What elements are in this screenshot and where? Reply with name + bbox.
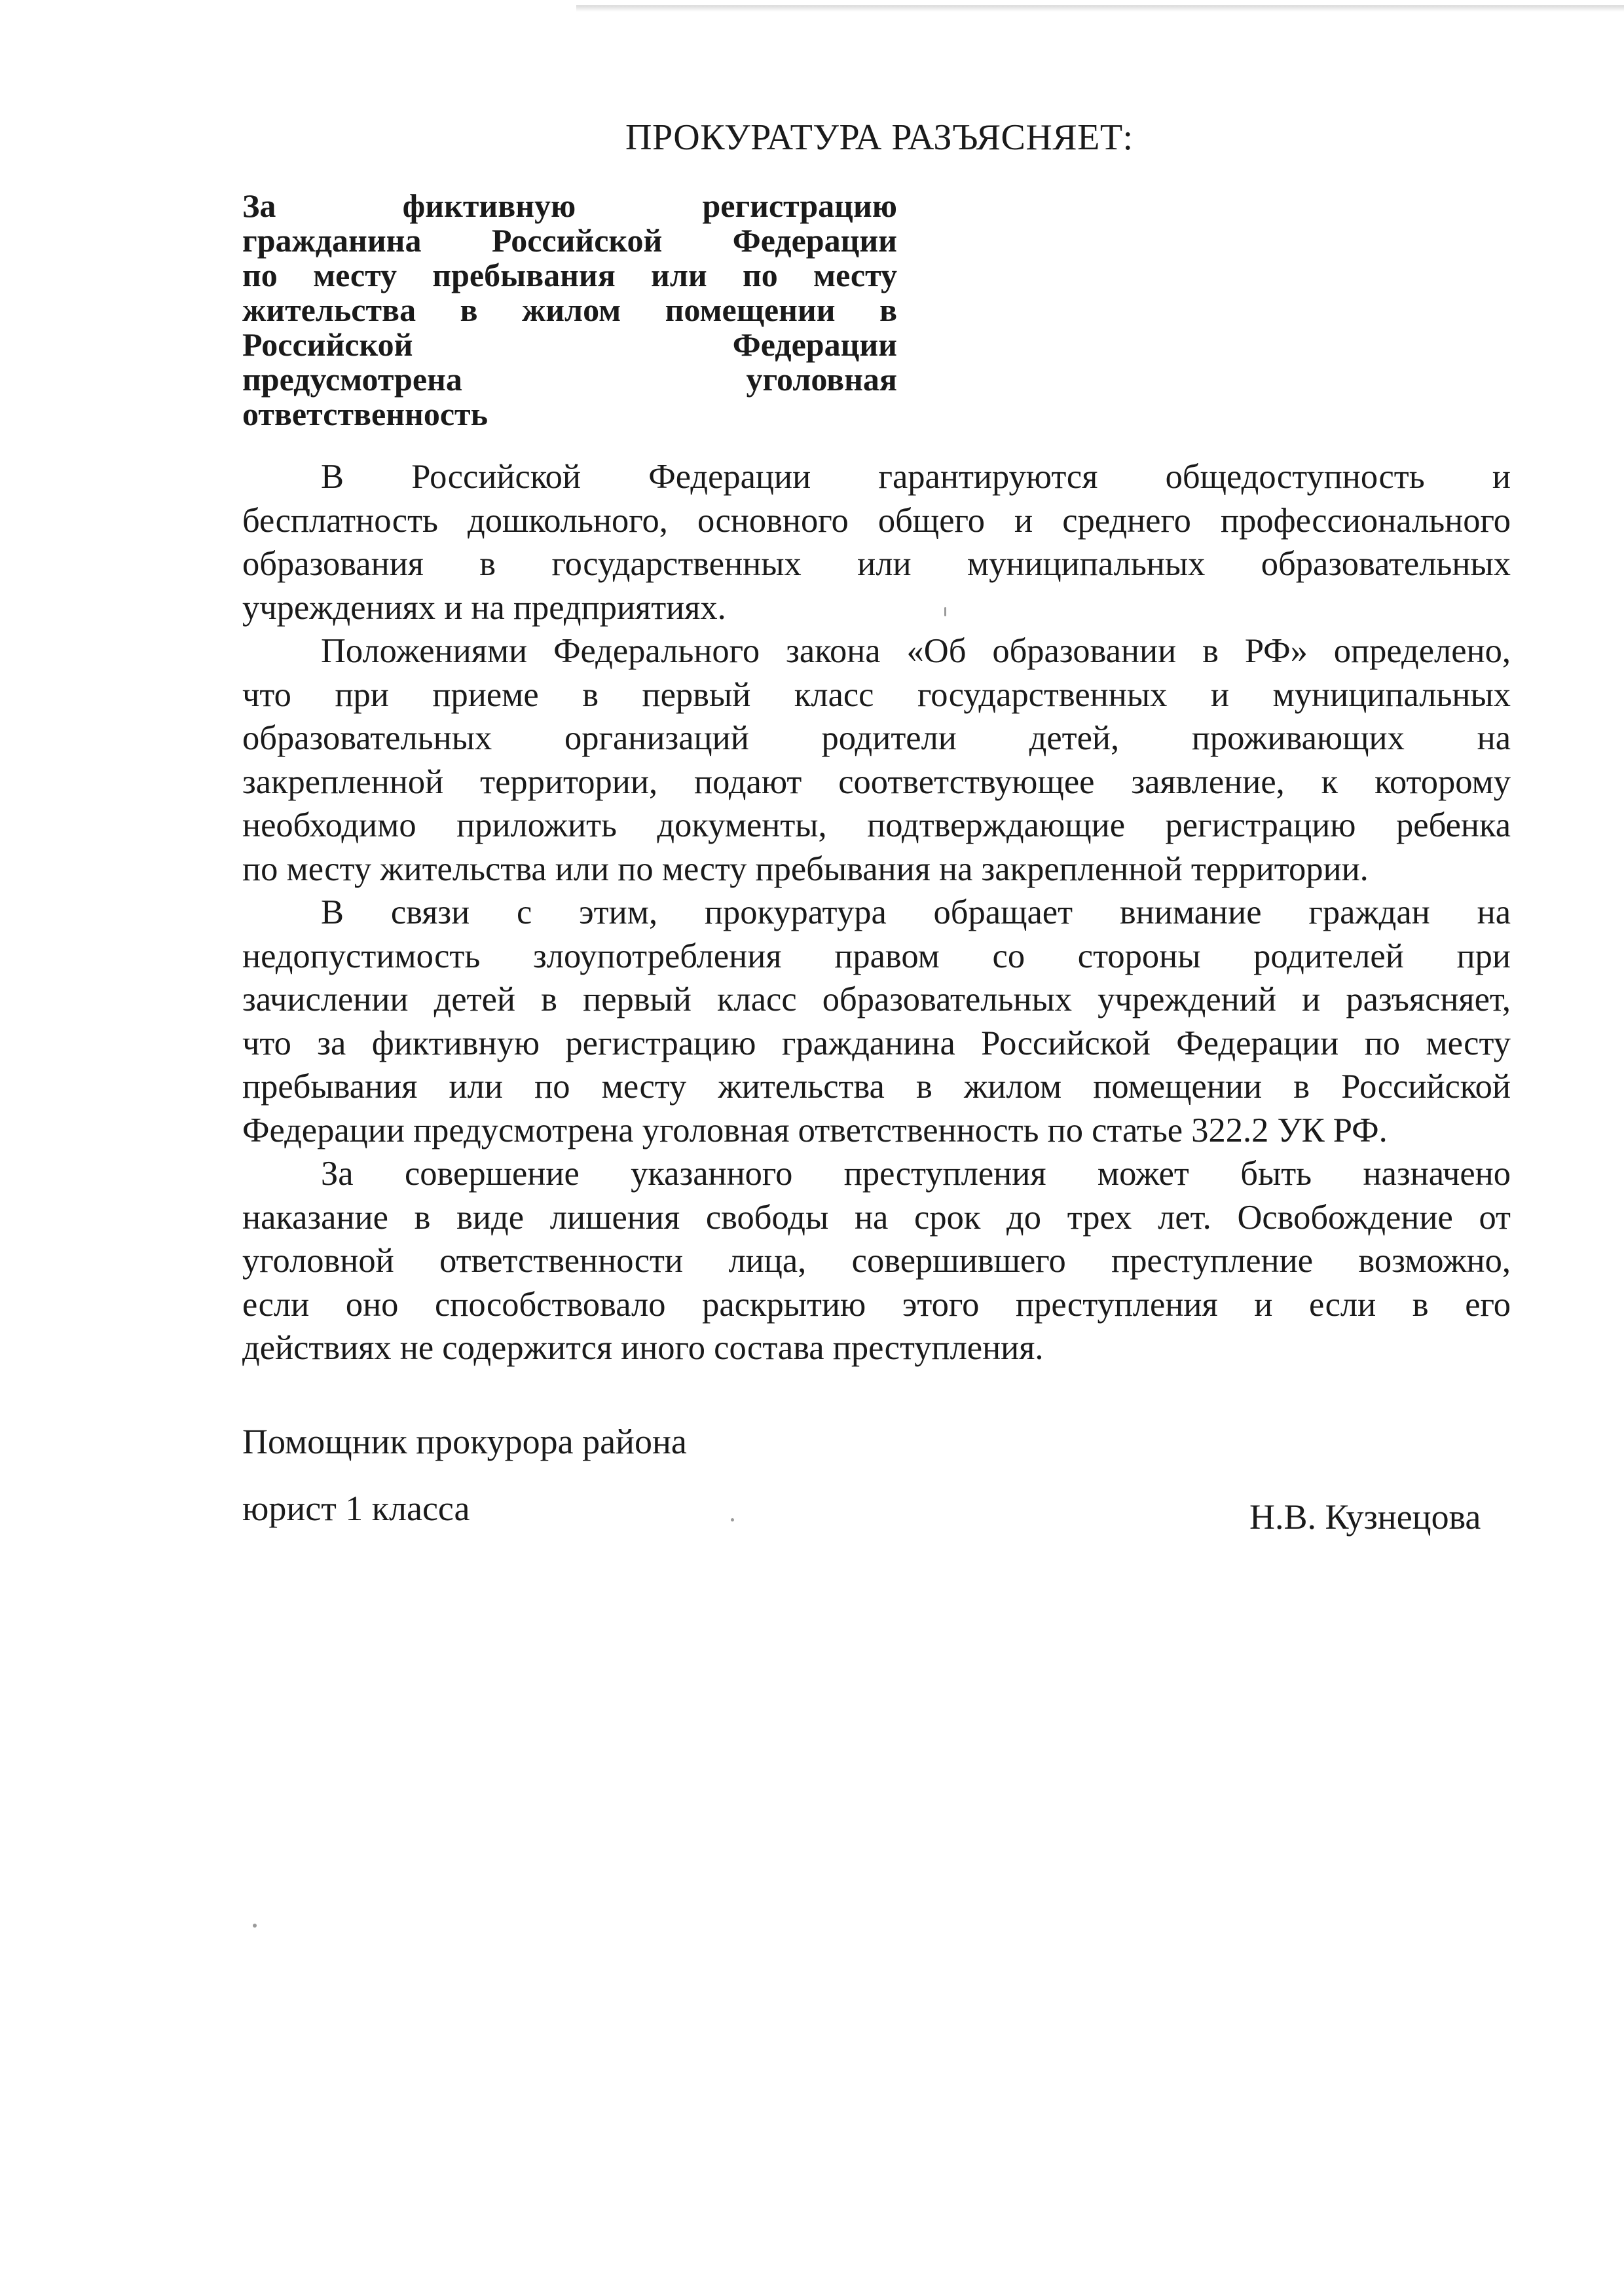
text-line: учреждениях и на предприятиях.: [242, 588, 726, 627]
text-line: В Российской Федерации гарантируются общедоступность и: [321, 458, 1511, 496]
text-line: образовательных организаций родители детей, проживающих на: [242, 719, 1511, 757]
document-subtitle: [242, 189, 897, 432]
signatory-name: Н.В. Кузнецова: [1249, 1497, 1481, 1537]
scan-speck: [731, 1518, 734, 1521]
scan-speck: [944, 607, 946, 616]
text-line: закрепленной территории, подают соответствующее заявление, к которому: [242, 762, 1511, 801]
text-line: недопустимость злоупотребления правом со стороны родителей при: [242, 937, 1511, 975]
signatory-rank: юрист 1 класса: [242, 1489, 470, 1528]
subtitle-line: предусмотрена уголовная: [242, 361, 897, 398]
subtitle-line: по месту пребывания или по месту: [242, 257, 897, 293]
text-line: что при приеме в первый класс государственных и муниципальных: [242, 675, 1511, 714]
text-line: Положениями Федерального закона «Об образовании в РФ» определено,: [321, 632, 1511, 670]
text-line: пребывания или по месту жительства в жилом помещении в Российской: [242, 1068, 1511, 1106]
subtitle-line: Российской Федерации: [242, 326, 897, 363]
text-line: что за фиктивную регистрацию гражданина Российской Федерации по месту: [242, 1024, 1511, 1062]
document-body: [242, 455, 1511, 1370]
text-line: если оно способствовало раскрытию этого преступления и если в его: [242, 1285, 1511, 1324]
subtitle-line: гражданина Российской Федерации: [242, 222, 897, 259]
text-line: За совершение указанного преступления может быть назначено: [321, 1155, 1511, 1193]
paragraph-4: [242, 1152, 1511, 1370]
paragraph-3: [242, 891, 1511, 1152]
text-line: образования в государственных или муниципальных образовательных: [242, 545, 1511, 583]
text-line: необходимо приложить документы, подтверждающие регистрацию ребенка: [242, 806, 1511, 844]
text-line: бесплатность дошкольного, основного общего и среднего профессионального: [242, 501, 1511, 540]
text-line: действиях не содержится иного состава преступления.: [242, 1329, 1044, 1367]
document-header: ПРОКУРАТУРА РАЗЪЯСНЯЕТ:: [625, 117, 1134, 158]
subtitle-line: ответственность: [242, 396, 489, 432]
paragraph-2: [242, 629, 1511, 891]
scan-speck: [253, 1924, 257, 1928]
text-line: Федерации предусмотрена уголовная ответственность по статье 322.2 УК РФ.: [242, 1111, 1388, 1149]
paragraph-1: [242, 455, 1511, 629]
text-line: зачислении детей в первый класс образовательных учреждений и разъясняет,: [242, 980, 1511, 1018]
text-line: В связи с этим, прокуратура обращает внимание граждан на: [321, 893, 1511, 931]
scan-edge-shadow: [576, 5, 1624, 12]
text-line: наказание в виде лишения свободы на срок до трех лет. Освобождение от: [242, 1198, 1511, 1237]
subtitle-line: За фиктивную регистрацию: [242, 187, 897, 224]
subtitle-line: жительства в жилом помещении в: [242, 291, 897, 328]
text-line: уголовной ответственности лица, совершившего преступление возможно,: [242, 1242, 1511, 1280]
text-line: по месту жительства или по месту пребывания на закрепленной территории.: [242, 849, 1369, 888]
signatory-position: Помощник прокурора района: [242, 1422, 687, 1461]
